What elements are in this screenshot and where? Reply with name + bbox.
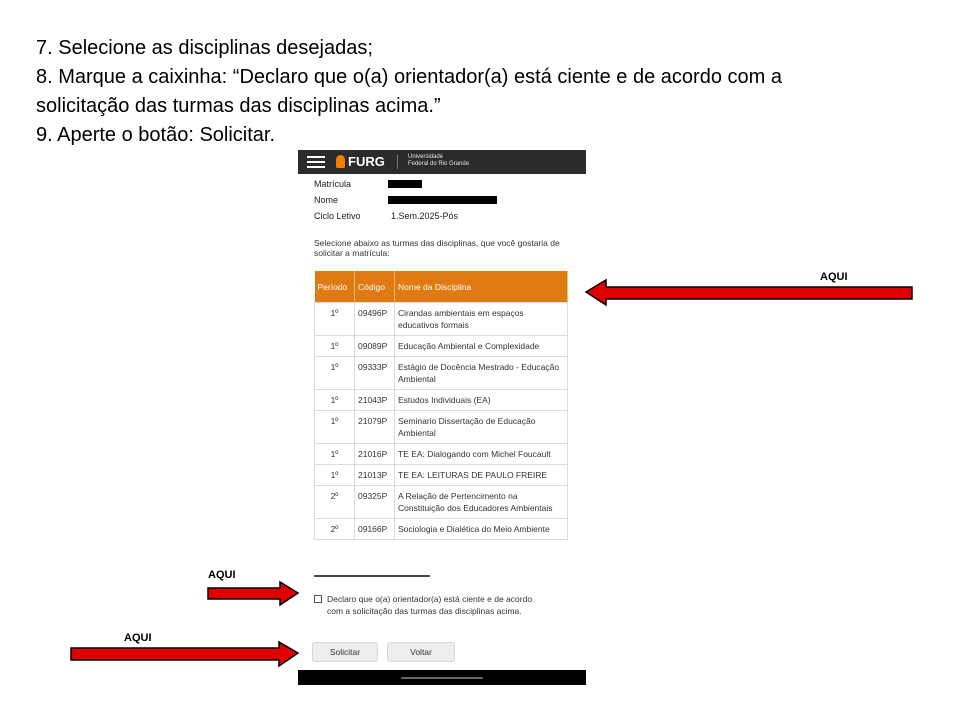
instruction-line: solicitação das turmas das disciplinas acima.”	[36, 95, 441, 117]
system-nav-bar	[298, 670, 586, 685]
cell-nome: A Relação de Pertencimento na Constituição dos Educadores Ambientais	[395, 486, 568, 519]
cell-codigo: 09166P	[355, 519, 395, 540]
cell-codigo: 21043P	[355, 390, 395, 411]
cell-codigo: 21016P	[355, 444, 395, 465]
ciclo-value: 1.Sem.2025-Pós	[391, 211, 459, 221]
col-periodo: Período	[315, 271, 355, 303]
intro-text: Selecione abaixo as turmas das disciplinas, que você gostaria de solicitar a matrícula:	[314, 238, 560, 258]
cell-nome: Seminario Dissertação de Educação Ambiental	[395, 411, 568, 444]
university-name	[408, 154, 498, 168]
header-divider	[397, 155, 398, 169]
declaration-checkbox[interactable]	[314, 595, 322, 603]
matricula-label: Matrícula	[314, 179, 352, 189]
col-codigo: Código	[355, 271, 395, 303]
cell-nome: TE EA: Dialogando com Michel Foucault	[395, 444, 568, 465]
cell-nome: Sociologia e Dialética do Meio Ambiente	[395, 519, 568, 540]
table-row[interactable]	[315, 444, 568, 465]
logo-text: FURG	[348, 154, 385, 169]
declaration-label: Declaro que o(a) orientador(a) está ciente e de acordo com a solicitação das turmas das disciplinas acima.	[327, 594, 533, 616]
col-nome: Nome da Disciplina	[395, 271, 568, 303]
instruction-line: 8. Marque a caixinha: “Declaro que o(a) orientador(a) está ciente e de acordo com a	[36, 66, 782, 88]
redacted-nome	[388, 196, 497, 204]
table-row[interactable]	[315, 519, 568, 540]
table-scrollbar[interactable]	[314, 575, 430, 577]
cell-periodo: 1º	[315, 390, 355, 411]
cell-periodo: 2º	[315, 519, 355, 540]
cell-nome: Educação Ambiental e Complexidade	[395, 336, 568, 357]
menu-icon[interactable]	[307, 156, 325, 168]
cell-nome: Estágio de Docência Mestrado - Educação Ambiental	[395, 357, 568, 390]
table-row[interactable]	[315, 357, 568, 390]
cell-codigo: 21013P	[355, 465, 395, 486]
arrow-left-icon	[584, 278, 914, 308]
cell-nome: Cirandas ambientais em espaços educativos formais	[395, 303, 568, 336]
university-line-1: Universidade	[408, 154, 444, 160]
aqui-label-button: AQUI	[124, 632, 152, 644]
table-header-row	[315, 271, 568, 303]
cell-codigo: 09325P	[355, 486, 395, 519]
arrow-right-icon	[206, 580, 300, 608]
cell-nome: TE EA: LEITURAS DE PAULO FREIRE	[395, 465, 568, 486]
solicitar-button[interactable]: Solicitar	[312, 642, 378, 662]
cell-codigo: 09496P	[355, 303, 395, 336]
table-row[interactable]	[315, 336, 568, 357]
cell-periodo: 1º	[315, 336, 355, 357]
phone-screenshot	[298, 150, 586, 685]
cell-codigo: 21079P	[355, 411, 395, 444]
aqui-label-table: AQUI	[820, 271, 848, 283]
instruction-line: 9. Aperte o botão: Solicitar.	[36, 124, 276, 146]
home-indicator[interactable]	[401, 677, 483, 679]
top-nav-bar	[298, 150, 586, 174]
table-row[interactable]	[315, 411, 568, 444]
cell-periodo: 2º	[315, 486, 355, 519]
cell-codigo: 09333P	[355, 357, 395, 390]
disciplines-table	[314, 271, 568, 540]
nome-label: Nome	[314, 195, 339, 205]
table-row[interactable]	[315, 486, 568, 519]
cell-periodo: 1º	[315, 444, 355, 465]
ciclo-label: Ciclo Letivo	[314, 211, 361, 221]
cell-periodo: 1º	[315, 303, 355, 336]
aqui-label-checkbox: AQUI	[208, 569, 236, 581]
instructions	[36, 34, 916, 150]
table-row[interactable]	[315, 390, 568, 411]
cell-periodo: 1º	[315, 465, 355, 486]
cell-periodo: 1º	[315, 411, 355, 444]
instruction-line: 7. Selecione as disciplinas desejadas;	[36, 37, 373, 59]
cell-periodo: 1º	[315, 357, 355, 390]
redacted-matricula	[388, 180, 422, 188]
table-row[interactable]	[315, 465, 568, 486]
cell-nome: Estudos Individuais (EA)	[395, 390, 568, 411]
furg-logo-icon	[336, 155, 345, 168]
table-row[interactable]	[315, 303, 568, 336]
university-line-2: Federal do Rio Grande	[408, 161, 470, 167]
cell-codigo: 09089P	[355, 336, 395, 357]
voltar-button[interactable]: Voltar	[387, 642, 455, 662]
arrow-right-icon	[69, 640, 300, 668]
